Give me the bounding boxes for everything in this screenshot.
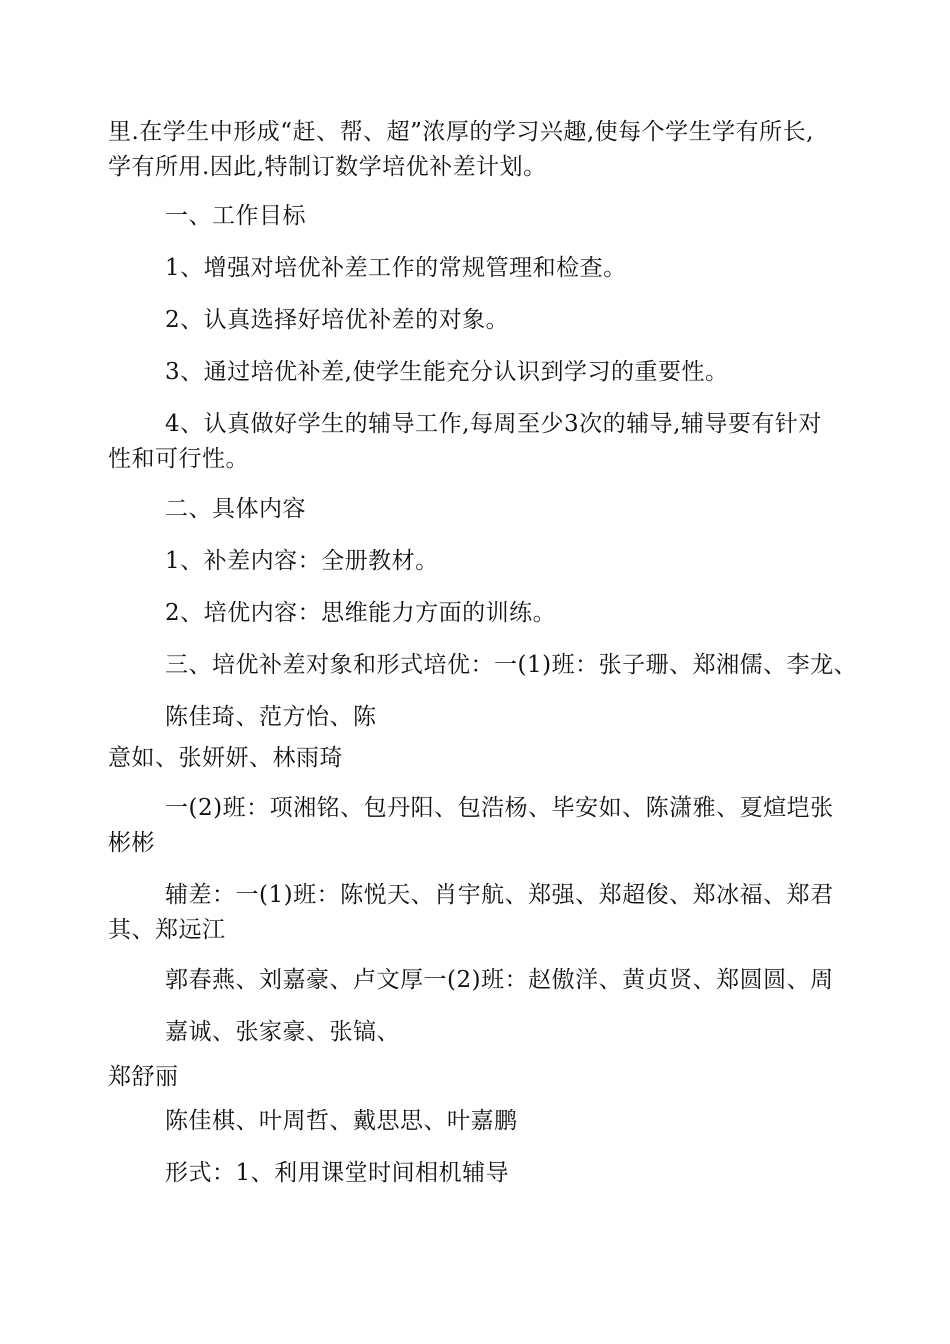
section-heading-content: 二、具体内容 xyxy=(165,496,306,522)
section-heading-work-goals: 一、工作目标 xyxy=(165,203,306,229)
remedial-list-line: 其、郑远江 xyxy=(108,917,226,943)
paragraph-line: 里.在学生中形成“赶、帮、超”浓厚的学习兴趣,使每个学生学有所长, xyxy=(108,119,814,145)
student-list-line: 陈佳琦、范方怡、陈 xyxy=(165,704,377,730)
paragraph-line: 学有所用.因此,特制订数学培优补差计划。 xyxy=(108,154,547,180)
form-item-1: 形式：1、利用课堂时间相机辅导 xyxy=(165,1160,510,1186)
remedial-list-line: 陈佳棋、叶周哲、戴思思、叶嘉鹏 xyxy=(165,1108,518,1134)
remedial-list-line: 辅差：一(1)班：陈悦天、肖宇航、郑强、郑超俊、郑冰福、郑君 xyxy=(165,882,834,908)
section-heading-targets: 三、培优补差对象和形式培优：一(1)班：张子珊、郑湘儒、李龙、 xyxy=(165,652,858,678)
student-list-line: 一(2)班：项湘铭、包丹阳、包浩杨、毕安如、陈潇雅、夏煊垲张 xyxy=(165,795,834,821)
goal-item-1: 1、增强对培优补差工作的常规管理和检查。 xyxy=(165,255,627,281)
remedial-list-line: 嘉诚、张家豪、张镐、 xyxy=(165,1019,400,1045)
remedial-list-line: 郭春燕、刘嘉豪、卢文厚一(2)班：赵傲洋、黄贞贤、郑圆圆、周 xyxy=(165,967,834,993)
goal-item-4: 4、认真做好学生的辅导工作,每周至少3次的辅导,辅导要有针对 xyxy=(165,411,822,437)
content-item-2: 2、培优内容：思维能力方面的训练。 xyxy=(165,600,557,626)
content-item-1: 1、补差内容：全册教材。 xyxy=(165,548,439,574)
goal-item-2: 2、认真选择好培优补差的对象。 xyxy=(165,307,510,333)
goal-item-4-continued: 性和可行性。 xyxy=(108,446,249,472)
student-list-line: 意如、张妍妍、林雨琦 xyxy=(108,745,343,771)
remedial-list-line: 郑舒丽 xyxy=(108,1064,179,1090)
goal-item-3: 3、通过培优补差,使学生能充分认识到学习的重要性。 xyxy=(165,359,729,385)
student-list-line: 彬彬 xyxy=(108,830,155,856)
